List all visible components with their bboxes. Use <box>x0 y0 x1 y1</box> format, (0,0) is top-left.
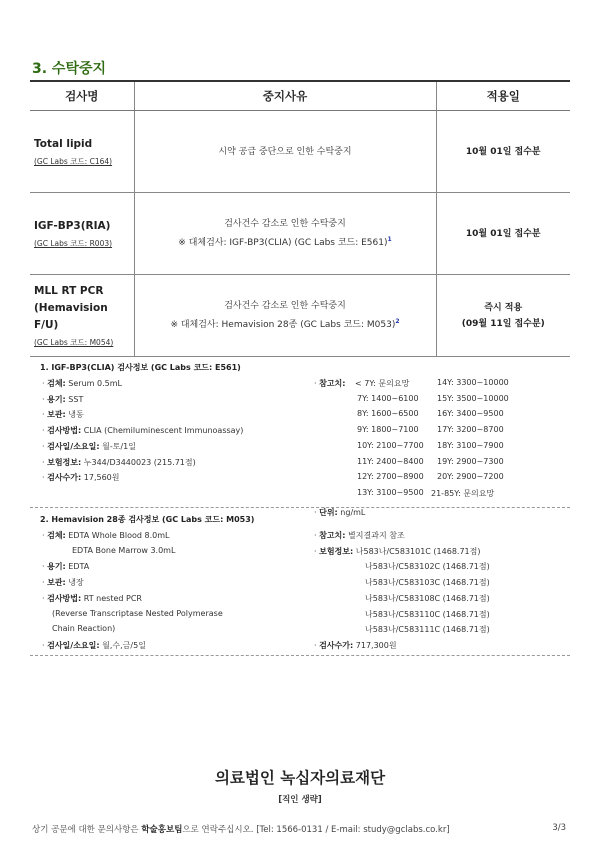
contact-info: 상기 공문에 대한 문의사항은 학술홍보팀으로 연락주십시오. [Tel: 1566-0131 / E-mail: study@gclabs.co.kr] <box>32 825 450 835</box>
info-price: · 검사수가: 17,560원 <box>42 473 120 482</box>
info-block-igf-bp3 <box>30 362 570 517</box>
unit-row: · 단위: ng/mL <box>314 508 366 517</box>
reference-value: 20Y: 2900~7200 <box>437 472 504 481</box>
info-specimen: · 검체: Serum 0.5mL <box>42 379 122 388</box>
info-storage: · 보관: 냉동 <box>42 410 84 419</box>
alternative-test <box>135 314 436 333</box>
insurance-value: 나583나/C583110C (1468.71점) <box>365 610 490 619</box>
info-schedule: · 검사일/소요일: 월,수,금/5일 <box>42 641 146 650</box>
insurance-value: 나583나/C583103C (1468.71점) <box>365 578 490 587</box>
table-row <box>30 111 570 193</box>
test-code: (GC Labs 코드: C164) <box>34 157 113 166</box>
insurance-value: 나583나/C583111C (1468.71점) <box>365 625 490 634</box>
test-name-cell <box>30 111 134 193</box>
apply-cell <box>436 111 570 193</box>
footnote-marker: 1 <box>387 236 392 243</box>
section-divider <box>30 507 570 508</box>
apply-cell <box>436 275 570 357</box>
insurance-value: 나583나/C583108C (1468.71점) <box>365 594 490 603</box>
reference-value: 17Y: 3200~8700 <box>437 425 504 434</box>
apply-date: 즉시 적용 <box>484 302 523 313</box>
organization-name: 의료법인 녹십자의료재단 <box>214 769 386 787</box>
apply-cell <box>436 193 570 275</box>
info-method: · 검사방법: CLIA (Chemiluminescent Immunoassay) <box>42 426 244 435</box>
section-divider <box>30 655 570 656</box>
apply-date: 10월 01일 접수분 <box>465 146 541 157</box>
info-block-hemavision <box>30 514 570 654</box>
reference-value: 21-85Y: 문의요망 <box>431 489 495 498</box>
test-name-cell <box>30 275 134 357</box>
table-header-row <box>30 81 570 111</box>
reference-value: 19Y: 2900~7300 <box>437 457 504 466</box>
insurance-value: 나583나/C583102C (1468.71점) <box>365 562 490 571</box>
alternative-test-text: ※ 대체검사: Hemavision 28종 (GC Labs 코드: M053) <box>170 320 396 330</box>
info-insurance: · 보험정보: 나583나/C583101C (1468.71점) <box>314 547 481 556</box>
test-name-sub: (Hemavision F/U) <box>34 302 108 331</box>
reference-value: 16Y: 3400~9500 <box>437 409 504 418</box>
reference-value: 13Y: 3100~9500 <box>357 488 424 497</box>
info-method-3: Chain Reaction) <box>52 624 116 633</box>
info-price: · 검사수가: 717,300원 <box>314 641 397 650</box>
header-reason: 중지사유 <box>134 81 436 111</box>
contact-team: 학술홍보팀 <box>141 825 183 835</box>
info-method-2: (Reverse Transcriptase Nested Polymerase <box>52 609 223 618</box>
reference-value: 8Y: 1600~6500 <box>357 409 419 418</box>
alternative-test-text: ※ 대체검사: IGF-BP3(CLIA) (GC Labs 코드: E561) <box>178 238 388 248</box>
apply-date: 10월 01일 접수분 <box>465 228 541 239</box>
reference-value: 14Y: 3300~10000 <box>437 378 509 387</box>
test-name: MLL RT PCR <box>34 285 104 297</box>
test-name: IGF-BP3(RIA) <box>34 220 111 232</box>
header-apply-date: 적용일 <box>436 81 570 111</box>
info-schedule: · 검사일/소요일: 월-토/1일 <box>42 442 136 451</box>
info-specimen: · 검체: EDTA Whole Blood 8.0mL <box>42 531 170 540</box>
table-row <box>30 275 570 357</box>
info-specimen-2: EDTA Bone Marrow 3.0mL <box>72 546 176 555</box>
reference-value: 7Y: 1400~6100 <box>357 394 419 403</box>
suspension-table <box>30 80 570 357</box>
reference-value: 18Y: 3100~7900 <box>437 441 504 450</box>
info-method: · 검사방법: RT nested PCR <box>42 594 142 603</box>
test-code: (GC Labs 코드: M054) <box>34 338 114 347</box>
header-test-name: 검사명 <box>30 81 134 111</box>
reason-cell <box>134 193 436 275</box>
reason-cell <box>134 111 436 193</box>
reference-value: 9Y: 1800~7100 <box>357 425 419 434</box>
reference-value: 15Y: 3500~10000 <box>437 394 509 403</box>
info-container: · 용기: EDTA <box>42 562 90 571</box>
test-name: Total lipid <box>34 138 93 150</box>
test-code: (GC Labs 코드: R003) <box>34 239 113 248</box>
info-title: 1. IGF-BP3(CLIA) 검사정보 (GC Labs 코드: E561) <box>40 363 241 372</box>
seal-omitted-note: [직인 생략] <box>278 795 322 805</box>
info-title: 2. Hemavision 28종 검사정보 (GC Labs 코드: M053) <box>40 515 255 524</box>
reference-label: · 참고치: <box>314 379 346 388</box>
test-name-cell <box>30 193 134 275</box>
section-title: 3. 수탁중지 <box>32 61 107 77</box>
page-number: 3/3 <box>552 823 566 833</box>
reference-value: 10Y: 2100~7700 <box>357 441 424 450</box>
reason-text: 검사건수 감소로 인한 수탁중지 <box>224 219 346 229</box>
reference-value: < 7Y: 문의요망 <box>355 379 410 388</box>
table-row <box>30 193 570 275</box>
reference-value: 12Y: 2700~8900 <box>357 472 424 481</box>
reason-cell <box>134 275 436 357</box>
alternative-test <box>135 232 436 251</box>
reason-text: 시약 공급 중단으로 인한 수탁중지 <box>218 146 352 157</box>
info-insurance: · 보험정보: 누344/D3440023 (215.71점) <box>42 458 196 467</box>
info-container: · 용기: SST <box>42 395 84 404</box>
reference-row: · 참고치: 별지결과지 참조 <box>314 531 405 540</box>
info-storage: · 보관: 냉장 <box>42 578 84 587</box>
reason-text: 검사건수 감소로 인한 수탁중지 <box>224 301 346 311</box>
apply-date-detail: (09월 11일 접수분) <box>461 318 545 329</box>
footnote-marker: 2 <box>395 318 400 325</box>
reference-value: 11Y: 2400~8400 <box>357 457 424 466</box>
